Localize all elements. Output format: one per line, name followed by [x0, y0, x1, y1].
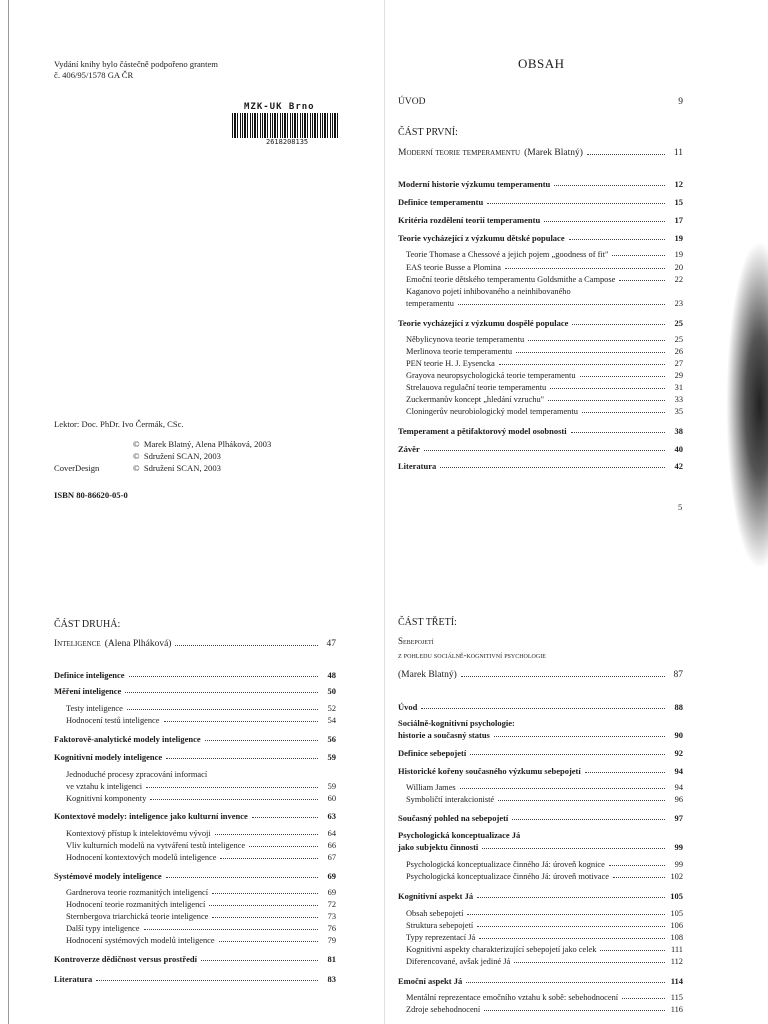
- leader-dots: [498, 800, 665, 801]
- barcode-bars: [232, 113, 340, 138]
- toc-entry-page: 40: [674, 444, 683, 454]
- toc-entry-title: Emoční teorie dětského temperamentu Goldsmithe a Campose: [406, 275, 616, 284]
- toc-entry[interactable]: [406, 299, 683, 308]
- toc-entry-title: Něbylicynova teorie temperamentu: [406, 335, 525, 344]
- toc-entry[interactable]: [406, 795, 683, 804]
- toc-entry-title: Diferencované, avšak jediné Já: [406, 957, 511, 966]
- toc-entry-page: 94: [674, 783, 683, 792]
- leader-dots: [440, 467, 665, 468]
- toc-entry-page: 35: [674, 407, 683, 416]
- toc-entry[interactable]: [54, 752, 336, 762]
- toc-entry[interactable]: [398, 702, 683, 712]
- toc-entry[interactable]: [398, 426, 683, 436]
- toc-entry-title: PEN teorie H. J. Eysencka: [406, 359, 495, 368]
- toc-entry[interactable]: [66, 841, 336, 850]
- toc-entry-page: 94: [674, 766, 683, 776]
- leader-dots: [512, 819, 665, 820]
- toc-entry-page: 106: [670, 921, 683, 930]
- toc-entry-page: 23: [674, 299, 683, 308]
- toc-entry-page: 48: [327, 670, 336, 680]
- leader-dots: [201, 960, 318, 961]
- leader-dots: [544, 221, 665, 222]
- leader-dots: [164, 721, 319, 722]
- part3-page: 87: [673, 670, 683, 680]
- toc-entry-page: 59: [327, 752, 336, 762]
- toc-entry[interactable]: [54, 734, 336, 744]
- leader-dots: [580, 376, 665, 377]
- toc-entry-page: 108: [670, 933, 683, 942]
- toc-entry-title: Testy inteligence: [66, 704, 123, 713]
- toc-entry-title: Psychologická konceptualizace činného Já: úroveň motivace: [406, 872, 610, 881]
- toc-entry[interactable]: [406, 263, 683, 272]
- toc-entry-page: 79: [327, 936, 336, 945]
- leader-dots: [205, 740, 318, 741]
- toc-entry-page: 105: [670, 909, 683, 918]
- leader-dots: [166, 877, 318, 878]
- toc-entry-title: Definice sebepojetí: [398, 748, 467, 758]
- toc-entry-page: 99: [674, 842, 683, 852]
- toc-entry[interactable]: [406, 359, 683, 368]
- leader-dots: [499, 364, 665, 365]
- toc-entry-page: 25: [674, 318, 683, 328]
- toc-entry[interactable]: [66, 900, 336, 909]
- toc-entry-title: Teorie Thomase a Chessové a jejich pojem „goodness of fit": [406, 250, 609, 259]
- toc-entry-title: Další typy inteligence: [66, 924, 140, 933]
- toc-entry-title: Současný pohled na sebepojetí: [398, 813, 509, 823]
- toc-entry-title: Teorie vycházející z výzkumu dospělé populace: [398, 318, 569, 328]
- leader-dots: [582, 412, 665, 413]
- toc-entry-page: 42: [674, 461, 683, 471]
- leader-dots: [129, 676, 318, 677]
- part2-author: (Alena Plháková): [104, 639, 172, 649]
- toc-entry-title: Kaganovo pojetí inhibovaného a neinhibovaného: [406, 287, 571, 296]
- leader-dots: [585, 772, 665, 773]
- toc-entry[interactable]: [398, 233, 683, 243]
- toc-entry[interactable]: [54, 871, 336, 881]
- leader-dots: [166, 758, 318, 759]
- toc-entry-page: 69: [327, 888, 336, 897]
- leader-dots: [460, 788, 665, 789]
- toc-entry-page: 88: [674, 702, 683, 712]
- toc-entry-title: Hodnocení teorie rozmanitých inteligencí: [66, 900, 206, 909]
- toc-entry-page: 114: [670, 976, 683, 986]
- leader-dots: [219, 941, 318, 942]
- toc-entry-page: 99: [674, 860, 683, 869]
- leader-dots: [252, 817, 318, 818]
- toc-entry[interactable]: [406, 407, 683, 416]
- toc-entry-title: Symboličtí interakcionisté: [406, 795, 495, 804]
- toc-entry[interactable]: [406, 945, 683, 954]
- toc-entry[interactable]: [54, 670, 336, 680]
- toc-entry[interactable]: [398, 976, 683, 986]
- leader-dots: [479, 938, 665, 939]
- toc-entry[interactable]: [54, 811, 336, 821]
- toc-entry-title: Systémové modely inteligence: [54, 871, 162, 881]
- toc-entry[interactable]: [66, 770, 336, 779]
- toc-entry-title: Moderní historie výzkumu temperamentu: [398, 179, 551, 189]
- leader-dots: [477, 897, 665, 898]
- toc-entry-title: Psychologická konceptualizace Já: [398, 830, 521, 840]
- part3-label: ČÁST TŘETÍ:: [398, 617, 457, 628]
- page-fold-left: [8, 0, 9, 1024]
- leader-dots: [572, 324, 665, 325]
- leader-dots: [470, 754, 665, 755]
- toc-entry[interactable]: [66, 888, 336, 897]
- toc-heading: OBSAH: [518, 56, 565, 71]
- toc-uvod-page: 9: [678, 97, 683, 107]
- toc-entry[interactable]: [406, 287, 683, 296]
- toc-entry-title: Strelauova regulační teorie temperamentu: [406, 383, 547, 392]
- leader-dots: [600, 950, 665, 951]
- part1-title-text: Moderní teorie temperamentu: [398, 148, 521, 158]
- toc-entry[interactable]: [406, 933, 683, 942]
- leader-dots: [569, 239, 665, 240]
- page-fold-center: [384, 0, 385, 1024]
- part3-title-1: Sebepojetí: [398, 636, 434, 646]
- toc-entry-title: ve vztahu k inteligenci: [66, 782, 143, 791]
- toc-entry-page: 12: [674, 179, 683, 189]
- toc-entry-title: Kognitivní modely inteligence: [54, 752, 163, 762]
- toc-entry-page: 81: [327, 954, 336, 964]
- toc-entry-title: Teorie vycházející z výzkumu dětské populace: [398, 233, 565, 243]
- toc-entry[interactable]: [398, 179, 683, 189]
- toc-entry[interactable]: [406, 383, 683, 392]
- leader-dots: [554, 185, 665, 186]
- copyright-2: [133, 451, 221, 462]
- toc-entry-page: 59: [327, 782, 336, 791]
- toc-entry-page: 96: [674, 795, 683, 804]
- toc-entry-title: Typy reprezentací Já: [406, 933, 476, 942]
- leader-dots: [212, 917, 318, 918]
- toc-entry-title: Merlinova teorie temperamentu: [406, 347, 513, 356]
- leader-dots: [144, 929, 319, 930]
- part3-author-row[interactable]: [398, 670, 683, 680]
- toc-entry-page: 25: [674, 335, 683, 344]
- leader-dots: [461, 676, 665, 677]
- isbn: ISBN 80-86620-05-0: [54, 490, 128, 500]
- toc-entry[interactable]: [398, 444, 683, 454]
- toc-entry-page: 83: [327, 974, 336, 984]
- toc-uvod-title: ÚVOD: [398, 97, 426, 107]
- toc-entry-title: Kontextové modely: inteligence jako kulturní invence: [54, 811, 248, 821]
- toc-entry[interactable]: [398, 891, 683, 901]
- library-barcode: [232, 104, 340, 150]
- leader-dots: [619, 280, 665, 281]
- toc-entry-page: 66: [327, 841, 336, 850]
- leader-dots: [146, 787, 318, 788]
- leader-dots: [477, 926, 665, 927]
- toc-entry-title: Kognitivní aspekty charakterizující sebepojetí jako celek: [406, 945, 597, 954]
- toc-entry-title: Mentální reprezentace emočního vztahu k sobě: sebehodnocení: [406, 993, 619, 1002]
- leader-dots: [613, 877, 665, 878]
- toc-entry[interactable]: [66, 716, 336, 725]
- toc-entry[interactable]: [398, 813, 683, 823]
- part2-title-text: Inteligence: [54, 639, 101, 649]
- part2-title[interactable]: [54, 639, 336, 649]
- toc-entry[interactable]: [406, 275, 683, 284]
- toc-entry-title: Definice inteligence: [54, 670, 125, 680]
- toc-entry[interactable]: [66, 782, 336, 791]
- toc-entry[interactable]: [398, 766, 683, 776]
- toc-entry-title: EAS teorie Busse a Plomina: [406, 263, 501, 272]
- toc-uvod[interactable]: [398, 97, 683, 107]
- toc-entry[interactable]: [398, 461, 683, 471]
- leader-dots: [528, 340, 665, 341]
- barcode-number: 2618208135: [266, 138, 309, 146]
- copyright-1: [133, 439, 271, 450]
- leader-dots: [220, 858, 318, 859]
- toc-entry[interactable]: [66, 794, 336, 803]
- leader-dots: [421, 708, 665, 709]
- toc-entry[interactable]: [398, 197, 683, 207]
- leader-dots: [467, 914, 665, 915]
- toc-entry[interactable]: [398, 730, 683, 740]
- toc-entry-page: 72: [327, 900, 336, 909]
- leader-dots: [484, 1010, 665, 1011]
- toc-entry-title: Obsah sebepojetí: [406, 909, 464, 918]
- toc-entry-page: 19: [674, 250, 683, 259]
- toc-entry-page: 92: [674, 748, 683, 758]
- toc-entry-page: 102: [670, 872, 683, 881]
- cover-design: CoverDesign: [54, 463, 100, 473]
- part1-title[interactable]: [398, 148, 683, 158]
- part1-label: ČÁST PRVNÍ:: [398, 127, 458, 138]
- toc-entry[interactable]: [406, 371, 683, 380]
- toc-entry-title: Vliv kulturních modelů na vytváření testů inteligence: [66, 841, 246, 850]
- toc-entry-title: Kognitivní komponenty: [66, 794, 147, 803]
- toc-entry[interactable]: [406, 783, 683, 792]
- toc-entry-title: Sociálně-kognitivní psychologie:: [398, 718, 515, 728]
- toc-entry-title: temperamentu: [406, 299, 454, 308]
- toc-entry[interactable]: [54, 954, 336, 964]
- toc-entry[interactable]: [66, 936, 336, 945]
- leader-dots: [487, 203, 665, 204]
- toc-entry[interactable]: [406, 909, 683, 918]
- leader-dots: [212, 893, 318, 894]
- toc-entry-title: Jednoduché procesy zpracování informací: [66, 770, 208, 779]
- leader-dots: [175, 645, 318, 646]
- toc-entry-title: Cloningerův neurobiologický model temperamentu: [406, 407, 578, 416]
- toc-entry[interactable]: [398, 748, 683, 758]
- leader-dots: [209, 905, 318, 906]
- leader-dots: [249, 846, 318, 847]
- leader-dots: [609, 865, 665, 866]
- copyright-1-text: Marek Blatný, Alena Plháková, 2003: [143, 439, 272, 449]
- toc-entry-title: Historické kořeny současného výzkumu sebepojetí: [398, 766, 581, 776]
- toc-entry-title: Temperament a pětifaktorový model osobnosti: [398, 426, 567, 436]
- toc-entry-page: 116: [670, 1005, 683, 1014]
- toc-entry-title: Úvod: [398, 702, 418, 712]
- copyright-2-text: Sdružení SCAN, 2003: [143, 451, 221, 461]
- toc-entry-title: jako subjektu činnosti: [398, 842, 479, 852]
- toc-entry[interactable]: [398, 842, 683, 852]
- toc-entry-title: Faktorově-analytické modely inteligence: [54, 734, 201, 744]
- toc-entry-page: 17: [674, 215, 683, 225]
- toc-entry[interactable]: [406, 872, 683, 881]
- toc-entry-page: 26: [674, 347, 683, 356]
- toc-entry-title: Měření inteligence: [54, 686, 122, 696]
- toc-entry-title: Kontextový přístup k intelektovému vývoji: [66, 829, 211, 838]
- toc-entry[interactable]: [398, 718, 683, 728]
- toc-entry[interactable]: [66, 912, 336, 921]
- leader-dots: [505, 268, 665, 269]
- toc-entry-title: Struktura sebepojetí: [406, 921, 474, 930]
- toc-entry-page: 15: [674, 197, 683, 207]
- leader-dots: [482, 848, 665, 849]
- leader-dots: [458, 304, 665, 305]
- leader-dots: [548, 400, 665, 401]
- toc-entry-title: Hodnocení kontextových modelů inteligence: [66, 853, 217, 862]
- toc-entry-page: 54: [327, 716, 336, 725]
- toc-entry-page: 27: [674, 359, 683, 368]
- toc-entry-title: William James: [406, 783, 456, 792]
- toc-entry[interactable]: [398, 215, 683, 225]
- part2-label: ČÁST DRUHÁ:: [54, 619, 121, 630]
- toc-entry-title: Zdroje sebehodnocení: [406, 1005, 481, 1014]
- leader-dots: [424, 450, 665, 451]
- toc-entry-page: 90: [674, 730, 683, 740]
- toc-entry-page: 38: [674, 426, 683, 436]
- leader-dots: [494, 736, 665, 737]
- part3-title-2: z pohledu sociálně-kognitivní psychologie: [398, 650, 546, 660]
- toc-entry[interactable]: [406, 335, 683, 344]
- toc-entry[interactable]: [406, 250, 683, 259]
- toc-entry[interactable]: [406, 1005, 683, 1014]
- toc-entry-page: 29: [674, 371, 683, 380]
- leader-dots: [96, 980, 318, 981]
- toc-entry-title: Emoční aspekt Já: [398, 976, 463, 986]
- part3-author: (Marek Blatný): [398, 670, 457, 680]
- toc-entry-page: 20: [674, 263, 683, 272]
- toc-entry[interactable]: [406, 921, 683, 930]
- toc-entry[interactable]: [66, 829, 336, 838]
- scan-shadow: [726, 240, 768, 570]
- toc-entry-page: 76: [327, 924, 336, 933]
- grant-line-1: Vydání knihy bylo částečně podpořeno grantem: [54, 59, 218, 69]
- toc-entry[interactable]: [66, 924, 336, 933]
- leader-dots: [150, 799, 318, 800]
- leader-dots: [622, 998, 665, 999]
- page-number: 5: [678, 502, 683, 512]
- leader-dots: [125, 692, 318, 693]
- part2-page: 47: [326, 639, 336, 649]
- toc-entry-page: 50: [327, 686, 336, 696]
- toc-entry-title: Hodnocení testů inteligence: [66, 716, 160, 725]
- toc-entry-page: 97: [674, 813, 683, 823]
- toc-entry-title: Literatura: [398, 461, 437, 471]
- toc-entry-title: Definice temperamentu: [398, 197, 484, 207]
- toc-entry[interactable]: [66, 704, 336, 713]
- toc-entry-page: 22: [674, 275, 683, 284]
- leader-dots: [514, 962, 665, 963]
- copyright-3-text: Sdružení SCAN, 2003: [143, 463, 221, 473]
- toc-entry[interactable]: [406, 993, 683, 1002]
- toc-entry[interactable]: [406, 957, 683, 966]
- toc-entry-title: Kognitivní aspekt Já: [398, 891, 474, 901]
- toc-entry-page: 33: [674, 395, 683, 404]
- toc-entry-page: 111: [671, 945, 683, 954]
- copyright-3: [133, 463, 221, 474]
- toc-entry-title: Literatura: [54, 974, 93, 984]
- leader-dots: [516, 352, 665, 353]
- toc-entry[interactable]: [406, 347, 683, 356]
- leader-dots: [215, 834, 318, 835]
- part1-author: (Marek Blatný): [524, 148, 583, 158]
- toc-entry-title: Závěr: [398, 444, 420, 454]
- toc-entry-title: Gardnerova teorie rozmanitých inteligencí: [66, 888, 209, 897]
- toc-entry-page: 112: [670, 957, 683, 966]
- copyright-symbol: ©: [133, 439, 140, 449]
- barcode-label: MZK-UK Brno: [244, 102, 315, 112]
- toc-entry[interactable]: [54, 974, 336, 984]
- toc-entry-title: Psychologická konceptualizace činného Já: úroveň kognice: [406, 860, 605, 869]
- toc-entry[interactable]: [66, 853, 336, 862]
- toc-entry-page: 105: [670, 891, 683, 901]
- leader-dots: [466, 982, 665, 983]
- toc-entry-page: 67: [327, 853, 336, 862]
- toc-entry-page: 69: [327, 871, 336, 881]
- toc-entry-title: Grayova neuropsychologická teorie temperamentu: [406, 371, 576, 380]
- toc-entry[interactable]: [54, 686, 336, 696]
- toc-entry[interactable]: [398, 830, 683, 840]
- toc-entry-title: Hodnocení systémových modelů inteligence: [66, 936, 215, 945]
- toc-entry-title: Kritéria rozdělení teorií temperamentu: [398, 215, 541, 225]
- toc-entry-title: historie a současný status: [398, 730, 490, 740]
- toc-entry-title: Sternbergova triarchická teorie inteligence: [66, 912, 209, 921]
- copyright-symbol: ©: [133, 463, 140, 473]
- toc-entry-title: Zuckermanův koncept „hledání vzruchu": [406, 395, 545, 404]
- leader-dots: [612, 255, 665, 256]
- toc-entry-page: 64: [327, 829, 336, 838]
- toc-entry-page: 52: [327, 704, 336, 713]
- toc-entry[interactable]: [406, 860, 683, 869]
- leader-dots: [587, 154, 665, 155]
- lector: Lektor: Doc. PhDr. Ivo Čermák, CSc.: [54, 419, 184, 429]
- toc-entry[interactable]: [406, 395, 683, 404]
- leader-dots: [127, 709, 318, 710]
- part1-page: 11: [673, 148, 683, 158]
- leader-dots: [571, 432, 665, 433]
- toc-entry-page: 115: [670, 993, 683, 1002]
- toc-entry-page: 31: [674, 383, 683, 392]
- toc-entry-page: 63: [327, 811, 336, 821]
- toc-entry-page: 73: [327, 912, 336, 921]
- copyright-symbol: ©: [133, 451, 140, 461]
- leader-dots: [550, 388, 665, 389]
- toc-entry-page: 60: [327, 794, 336, 803]
- toc-entry[interactable]: [398, 318, 683, 328]
- grant-line-2: č. 406/95/1578 GA ČR: [54, 70, 134, 80]
- toc-entry-page: 19: [674, 233, 683, 243]
- toc-entry-title: Kontroverze dědičnost versus prostředí: [54, 954, 197, 964]
- toc-entry-page: 56: [327, 734, 336, 744]
